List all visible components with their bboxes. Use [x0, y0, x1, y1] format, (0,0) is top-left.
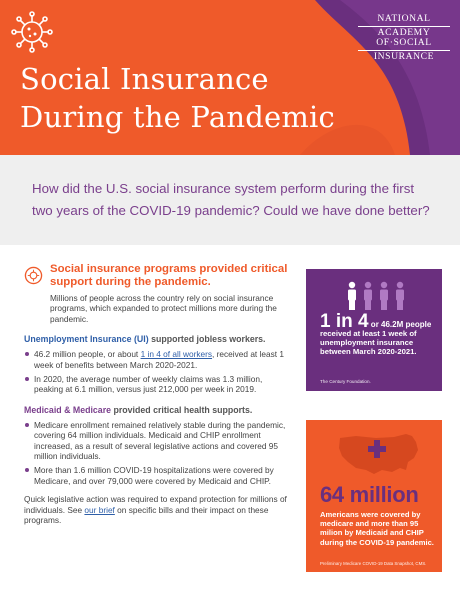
medicaid-subheading [24, 405, 292, 415]
title-line-2: During the Pandemic [20, 100, 335, 134]
page-title [20, 60, 335, 136]
usa-map-icon [336, 428, 422, 480]
bullet-text: , received at least 1 week of benefits between March 2020-2021. [34, 349, 284, 370]
brief-link[interactable]: our brief [84, 504, 115, 515]
stat2-number: 64 million [320, 482, 419, 507]
logo-line-1: NATIONAL [377, 13, 431, 24]
stat1-source: The Century Foundation. [320, 379, 371, 384]
list-item: In 2020, the average number of weekly claims was 1.3 million, peaking at 6.1 million, versus just 212,000 per week in 2019. [24, 374, 292, 395]
stat1-rest: received at least 1 week of unemployment insurance between March 2020-2021. [320, 329, 417, 356]
virus-bullet-icon [24, 266, 43, 285]
list-item: More than 1.6 million COVID-19 hospitalizations were covered by Medicare, and over 79,000 were covered by Medicaid and CHIP. [24, 465, 292, 486]
closing-text: on specific bills and their impact on these programs. [24, 504, 269, 526]
stat1-mid: or 46.2M people [368, 320, 432, 329]
virus-icon [10, 10, 54, 54]
section-intro: Millions of people across the country rely on social insurance programs, which expanded to protect millions more during the pandemic. [50, 293, 277, 324]
medicaid-subheading-rest: provided critical health supports. [111, 404, 253, 415]
section-heading: Social insurance programs provided critical support during the pandemic. [50, 263, 288, 288]
closing-text: Quick legislative action was required to expand protection for millions of individuals. See [24, 494, 287, 515]
person-icon [348, 282, 356, 310]
person-icon [380, 282, 388, 310]
medicaid-bullet-list [24, 420, 292, 486]
stat1-big: 1 in 4 [320, 311, 369, 332]
list-item [24, 349, 292, 370]
stat2-source: Preliminary Medicare COVID-19 Data Snapshot, CMS. [320, 561, 427, 566]
ui-bullet-list [24, 349, 292, 395]
medicaid-subheading-highlight: Medicaid & Medicare [24, 404, 112, 415]
logo-line-2: ACADEMY [377, 26, 431, 38]
unemployment-stat-text [320, 311, 436, 356]
unemployment-stat-box [306, 269, 442, 391]
ui-subheading [24, 334, 292, 344]
title-line-1: Social Insurance [20, 62, 269, 96]
nasi-logo [358, 14, 450, 62]
person-icon [396, 282, 404, 310]
closing-paragraph [24, 494, 292, 525]
lead-question: How did the U.S. social insurance system perform during the first two years of the COVID-19 pandemic? Could we have done better? [32, 181, 430, 218]
ui-subheading-highlight: Unemployment Insurance (UI) [24, 334, 149, 345]
bullet-text: 46.2 million people, or about [34, 349, 141, 360]
workers-link[interactable]: 1 in 4 of all workers [140, 349, 213, 360]
stat2-description: Americans were covered by medicare and more than 95 milion by Medicaid and CHIP during the COVID-19 pandemic. [320, 510, 434, 547]
person-icon [364, 282, 372, 310]
medicare-stat-box [306, 420, 442, 572]
logo-line-4: INSURANCE [373, 50, 435, 62]
people-icon-row [344, 281, 408, 311]
logo-line-3: OF·SOCIAL [376, 37, 432, 48]
main-content [24, 263, 292, 526]
header-banner [0, 0, 460, 155]
ui-subheading-rest: supported jobless workers. [148, 334, 266, 345]
list-item: Medicare enrollment remained relatively stable during the pandemic, covering 64 million individuals. Medicaid and CHIP enrollment increased, as a result of several legislative actions and covered 95 million individuals. [24, 420, 292, 462]
